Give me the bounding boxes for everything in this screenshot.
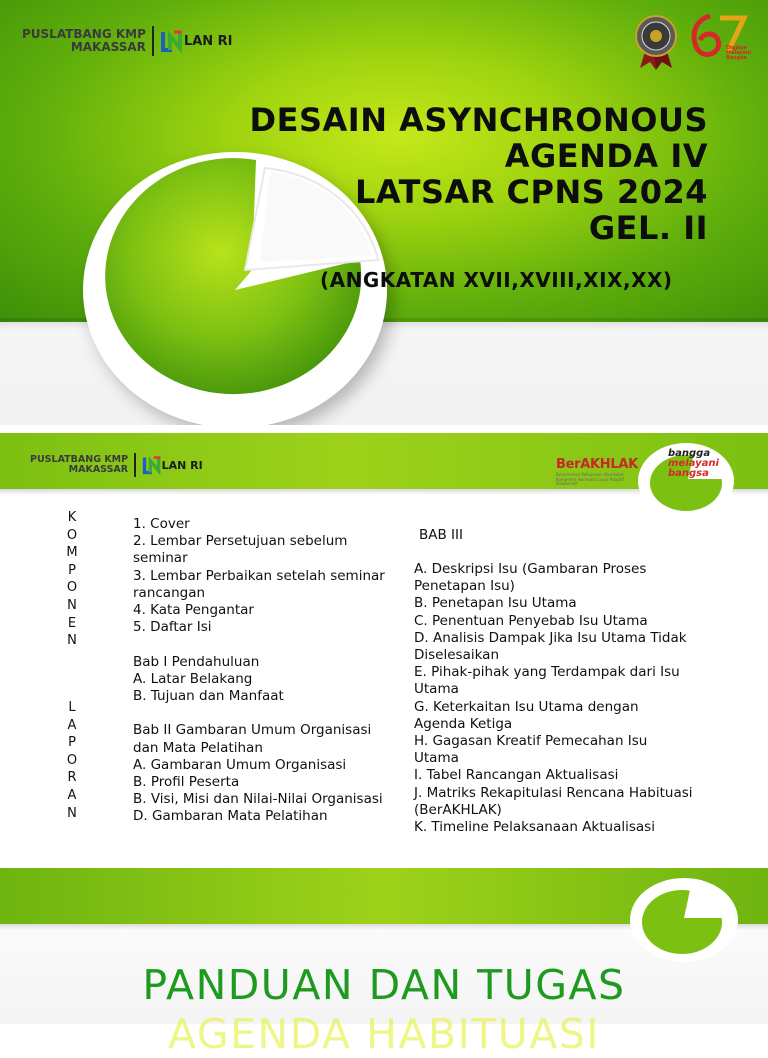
subtitle: (ANGKATAN XVII,XVIII,XIX,XX) [320,268,673,292]
list-item: I. Tabel Rancangan Aktualisasi [414,767,619,784]
org-logo [30,453,203,477]
list-item: B. Penetapan Isu Utama [414,595,577,612]
list-item: Bab II Gambaran Umum Organisasi [133,722,372,739]
slide3-heading-2: AGENDA HABITUASI [168,1010,600,1058]
anniversary-logo [688,12,750,62]
bangga-line3: bangsa [668,468,709,479]
pie-chart-icon [624,874,744,964]
list-item: (BerAKHLAK) [414,801,502,818]
org-logo [22,26,233,56]
title-block [250,102,708,246]
slide-title [0,0,768,425]
list-item: 4. Kata Pengantar [133,602,254,619]
list-item: A. Deskripsi Isu (Gambaran Proses [414,561,647,577]
list-item: B. Visi, Misi dan Nilai-Nilai Organisasi [133,791,383,808]
anniversary-tag2: Melayani [726,50,752,56]
list-item: A. Latar Belakang [133,670,253,687]
medal-emblem-icon [634,14,678,70]
list-item: 5. Daftar Isi [133,619,212,636]
lan-logo-icon [142,454,162,476]
bangga-melayani-bangsa-logo [668,449,719,479]
list-item [133,705,413,722]
vertical-word-komponen: K O M P O N E N [66,510,78,649]
lan-logo-icon [160,28,184,54]
list-item: Penetapan Isu) [414,578,515,595]
list-column-right [414,561,744,836]
title-line-3: LATSAR CPNS 2024 [354,173,708,211]
list-item: dan Mata Pelatihan [133,739,263,756]
list-item: 2. Lembar Persetujuan sebelum [133,533,348,550]
list-column-left [133,516,413,826]
list-item: Diselesaikan [414,647,500,664]
slide-panduan [0,868,768,1058]
lan-label: LAN RI [183,33,233,49]
list-item: A. Gambaran Umum Organisasi [133,756,347,773]
list-item: B. Tujuan dan Manfaat [133,688,284,705]
org-name-line2: MAKASSAR [70,40,146,54]
list-item [133,636,413,653]
berakhlak-tagline: Berorientasi Pelayanan Akuntabel Kompeten Harmonis Loyal Adaptif Kolaboratif [556,472,625,486]
lan-label: LAN RI [161,458,203,472]
list-item: 3. Lembar Perbaikan setelah seminar [133,567,385,584]
title-line-2: AGENDA IV [504,137,708,175]
vertical-word-laporan: L A P O R A N [66,700,78,821]
list-item: seminar [133,550,188,567]
list-item: E. Pihak-pihak yang Terdampak dari Isu [414,664,680,681]
list-item: 1. Cover [133,516,190,532]
org-name-line2: MAKASSAR [68,464,129,475]
list-item: D. Analisis Dampak Jika Isu Utama Tidak [414,629,687,646]
title-line-1: DESAIN ASYNCHRONOUS [249,101,708,139]
list-item: Utama [414,750,459,767]
list-item: G. Keterkaitan Isu Utama dengan [414,698,639,715]
list-item: B. Profil Peserta [133,774,240,791]
list-item: K. Timeline Pelaksanaan Aktualisasi [414,819,655,836]
title-line-4: GEL. II [588,209,708,247]
anniversary-tag1: Digjaya [726,45,748,51]
list-item: J. Matriks Rekapitulasi Rencana Habituasi [414,784,693,801]
list-item: H. Gagasan Kreatif Pemecahan Isu [414,733,648,750]
list-item: D. Gambaran Mata Pelatihan [133,808,328,825]
list-item: Utama [414,681,459,698]
berakhlak-logo [556,457,642,487]
org-name-line1: PUSLATBANG KMP [30,454,129,466]
bab-iii-heading: BAB III [419,527,463,543]
bangga-line1: bangga [668,448,711,459]
bangga-line2: melayani [668,458,719,469]
org-name-line1: PUSLATBANG KMP [22,27,146,42]
list-item: C. Penentuan Penyebab Isu Utama [414,612,648,629]
list-item: Agenda Ketiga [414,715,513,732]
anniversary-tag3: Bangsa [726,55,747,61]
berakhlak-word: BerAKHLAK [556,457,638,472]
list-item: Bab I Pendahuluan [133,653,260,670]
slide3-heading: PANDUAN DAN TUGAS [142,961,626,1009]
list-item: rancangan [133,584,206,601]
slide-komponen-laporan [0,433,768,861]
